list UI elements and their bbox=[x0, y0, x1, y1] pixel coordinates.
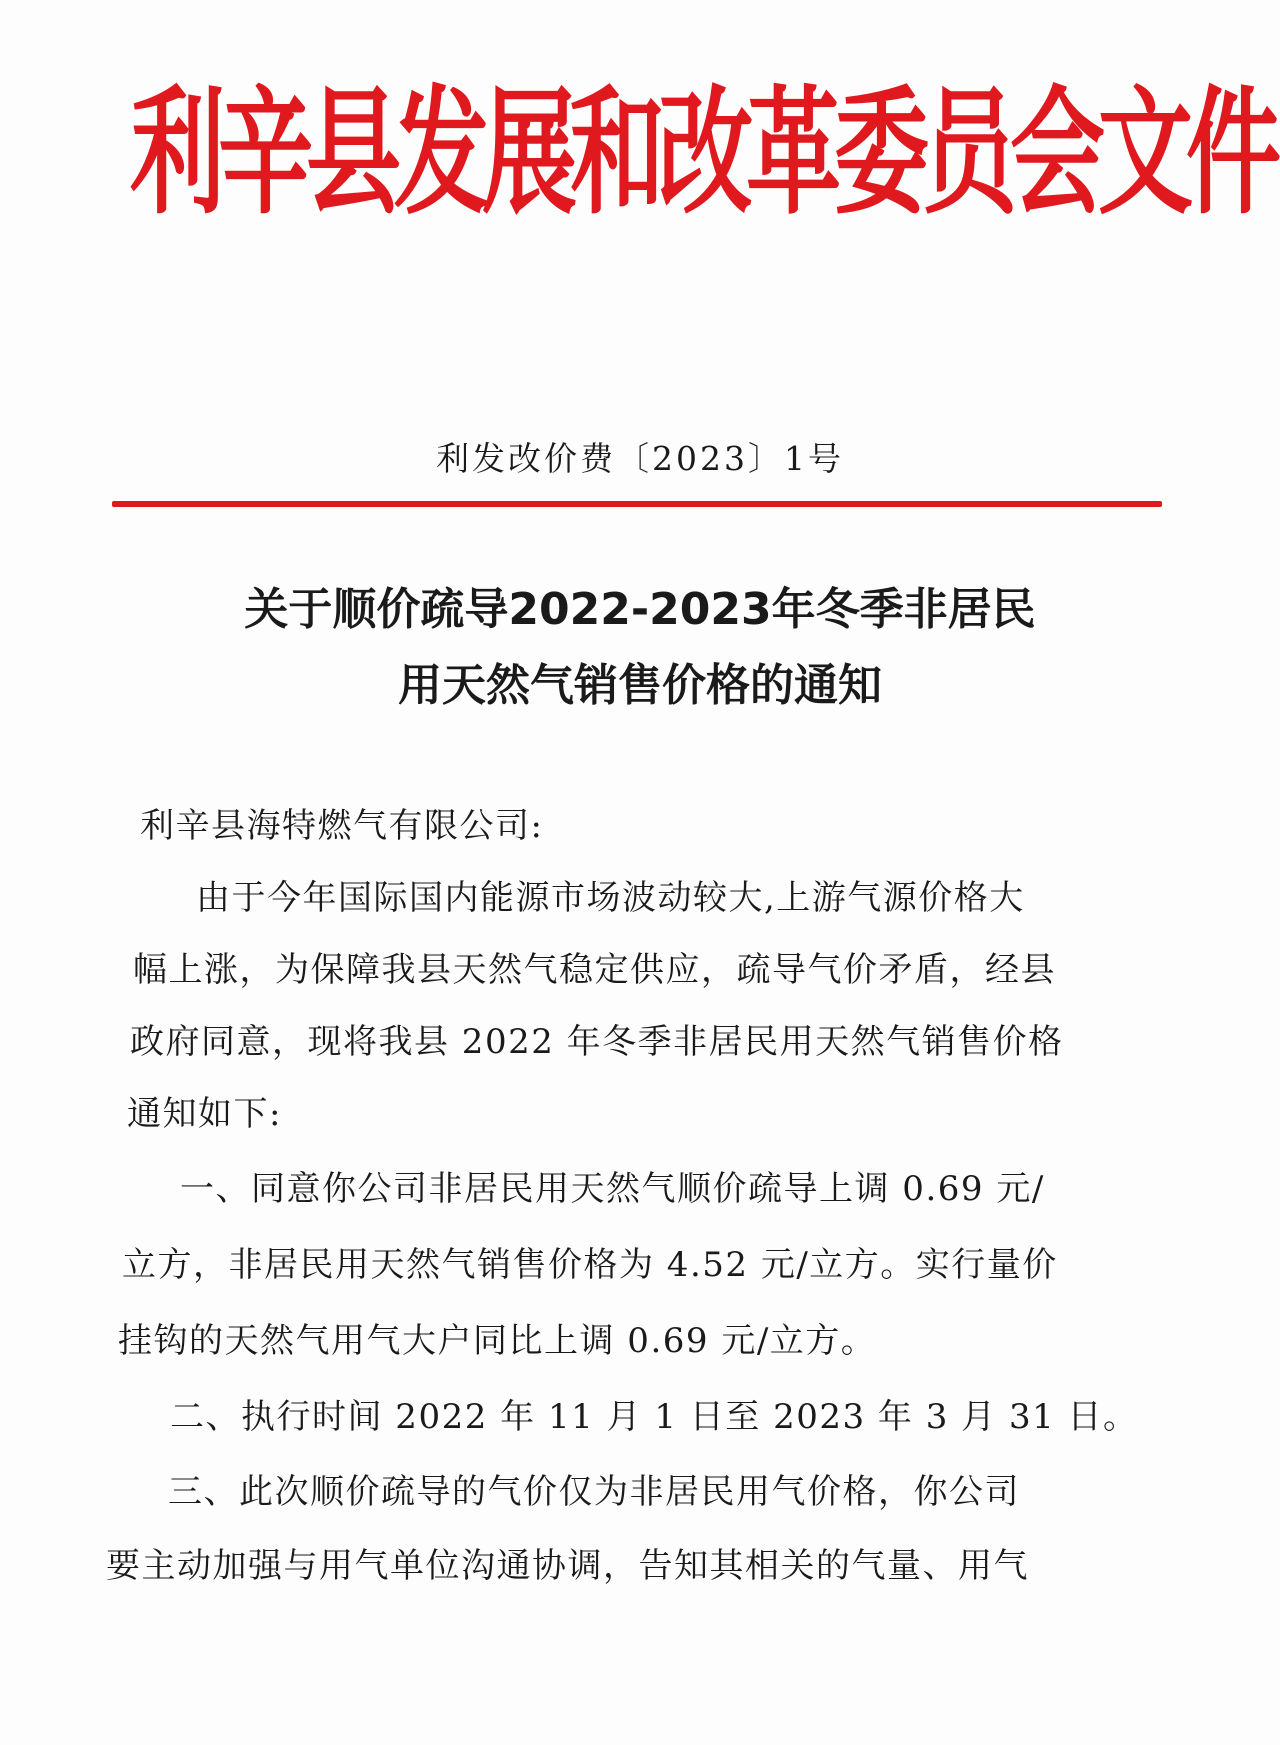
addressee: 利辛县海特燃气有限公司: bbox=[140, 806, 544, 846]
item-1-line-3: 挂钩的天然气用气大户同比上调 0.69 元/立方。 bbox=[118, 1321, 877, 1361]
masthead-title: 利辛县发展和改革委员会文件 bbox=[130, 74, 1275, 234]
item-3-line-1: 三、此次顺价疏导的气价仅为非居民用气价格，你公司 bbox=[168, 1472, 1020, 1512]
item-1-line-2: 立方，非居民用天然气销售价格为 4.52 元/立方。实行量价 bbox=[122, 1245, 1058, 1285]
red-divider-rule bbox=[112, 501, 1162, 507]
item-3-line-2: 要主动加强与用气单位沟通协调，告知其相关的气量、用气 bbox=[106, 1546, 1029, 1586]
item-1-line-1: 一、同意你公司非居民用天然气顺价疏导上调 0.69 元/ bbox=[180, 1169, 1045, 1209]
paragraph-1-line-4: 通知如下: bbox=[127, 1094, 282, 1134]
paragraph-1-line-3: 政府同意，现将我县 2022 年冬季非居民用天然气销售价格 bbox=[130, 1022, 1064, 1062]
item-2-line-1: 二、执行时间 2022 年 11 月 1 日至 2023 年 3 月 31 日。 bbox=[170, 1397, 1139, 1437]
paragraph-1-line-1: 由于今年国际国内能源市场波动较大,上游气源价格大 bbox=[196, 878, 1025, 918]
document-number: 利发改价费〔2023〕1号 bbox=[436, 439, 844, 478]
paragraph-1-line-2: 幅上涨，为保障我县天然气稳定供应，疏导气价矛盾，经县 bbox=[133, 950, 1056, 990]
document-title-line-1: 关于顺价疏导2022-2023年冬季非居民 bbox=[244, 584, 1036, 635]
document-title-line-2: 用天然气销售价格的通知 bbox=[398, 660, 882, 711]
